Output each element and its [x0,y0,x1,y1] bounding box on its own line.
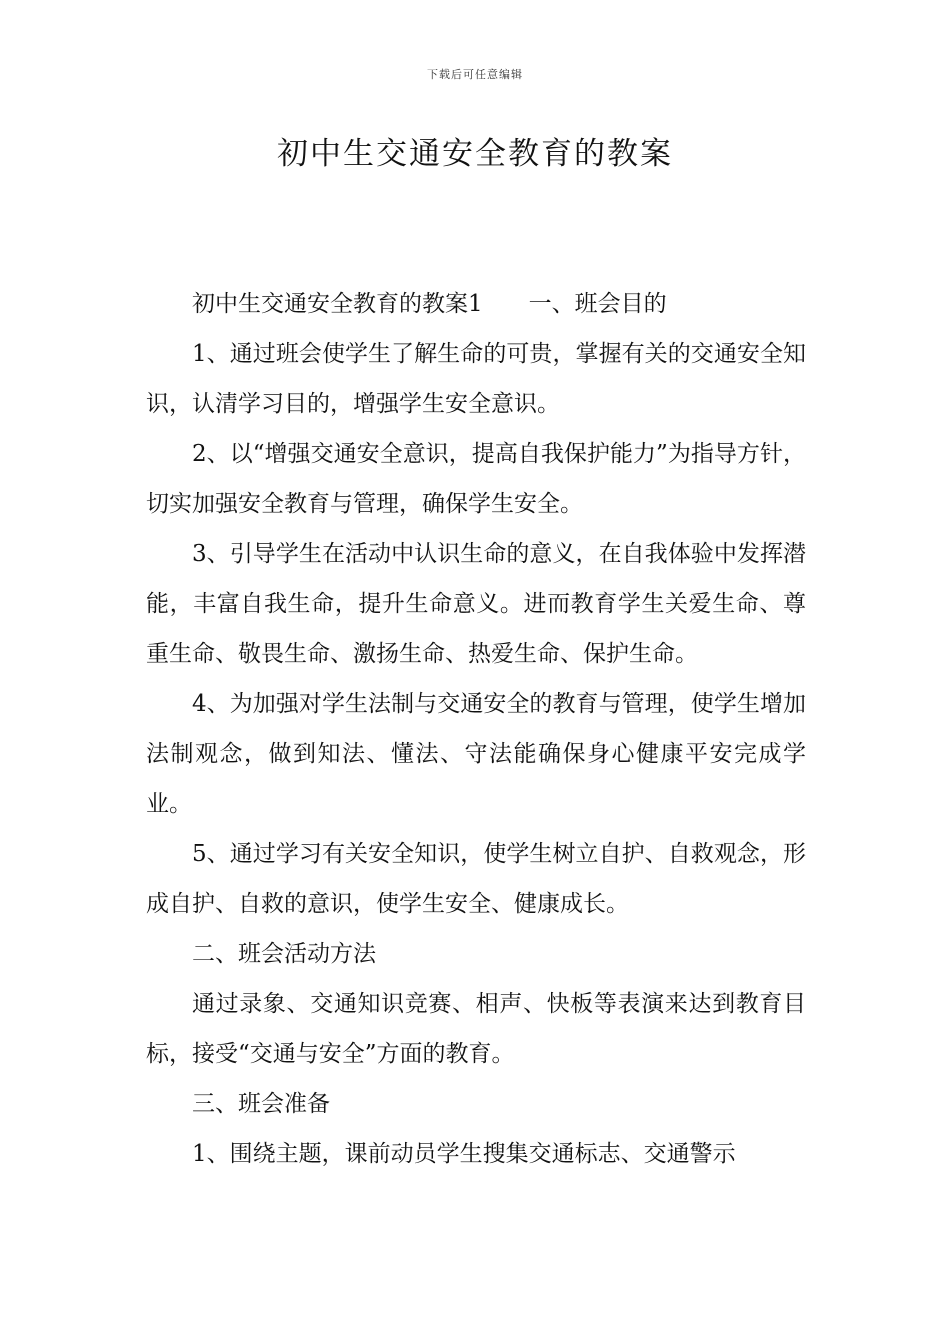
section-heading: 三、班会准备 [192,1091,330,1117]
paragraph: 1、通过班会使学生了解生命的可贵，掌握有关的交通安全知识，认清学习目的，增强学生安全意识。 [146,341,806,417]
header-note: 下载后可任意编辑 [427,68,523,81]
document-body [146,279,806,1179]
document-title: 初中生交通安全教育的教案 [277,136,673,172]
paragraph: 3、引导学生在活动中认识生命的意义，在自我体验中发挥潜能，丰富自我生命，提升生命意义。进而教育学生关爱生命、尊重生命、敬畏生命、激扬生命、热爱生命、保护生命。 [146,541,806,667]
paragraph: 2、以“增强交通安全意识，提高自我保护能力”为指导方针，切实加强安全教育与管理，确保学生安全。 [146,441,806,517]
intro-paragraph [146,279,806,329]
section-heading: 一、班会目的 [528,291,667,317]
paragraph: 5、通过学习有关安全知识，使学生树立自护、自救观念，形成自护、自救的意识，使学生安全、健康成长。 [146,841,806,917]
intro-lead: 初中生交通安全教育的教案1 [192,291,483,317]
section-heading: 二、班会活动方法 [192,941,376,967]
paragraph: 通过录象、交通知识竞赛、相声、快板等表演来达到教育目标，接受“交通与安全”方面的教育。 [146,991,806,1067]
paragraph: 1、围绕主题，课前动员学生搜集交通标志、交通警示 [192,1141,736,1167]
paragraph: 4、为加强对学生法制与交通安全的教育与管理，使学生增加法制观念，做到知法、懂法、守法能确保身心健康平安完成学业。 [146,691,806,817]
